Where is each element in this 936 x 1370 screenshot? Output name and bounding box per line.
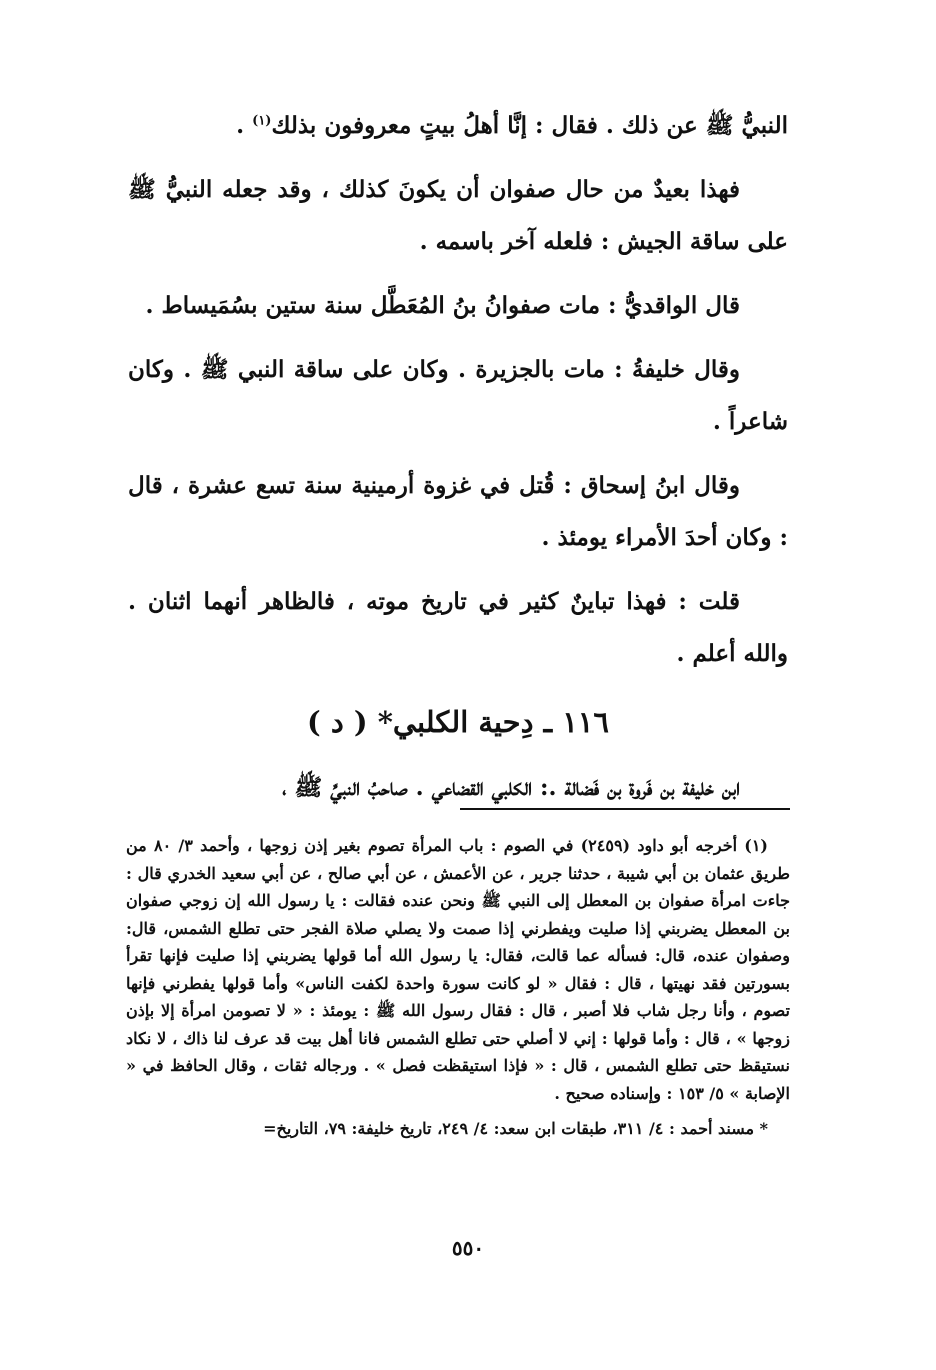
- footnote-marker[interactable]: (١): [252, 113, 272, 129]
- entry-heading: ١١٦ ـ دِحية الكلبي* ( د ): [307, 705, 609, 739]
- paragraph-5: وقال ابنُ إسحاق : قُتل في غزوة أرمينية سنة تسع عشرة ، قال : وكان أحدَ الأمراء يومئذ .: [128, 472, 788, 551]
- paragraph-1-end: .: [236, 112, 253, 139]
- footnotes: [126, 832, 790, 1151]
- main-text: [128, 100, 788, 826]
- paragraph-3: قال الواقديُّ : مات صفوانُ بنُ المُعَطَّل سنة ستين بسُمَيساط .: [145, 292, 740, 319]
- page-number: ٥٥٠: [451, 1236, 485, 1260]
- paragraph-1-text: النبيُّ ﷺ عن ذلك . فقال : إنَّا أهلُ بيتٍ معروفون بذلك: [271, 112, 788, 139]
- footnote-divider: [460, 808, 790, 810]
- paragraph-7: ابن خليفة بن فَروة بن فَضالة .: الكلبي القضاعي . صاحبُ النبيِّ ﷺ ،: [282, 774, 740, 801]
- paragraph-1: [128, 100, 788, 152]
- footnote-1: (١) أخرجه أبو داود (٢٤٥٩) في الصوم : باب المرأة تصوم بغير إذن زوجها ، وأحمد ٣/ ٨٠ من طريق عثمان بن أبي شيبة ، حدثنا جرير ، عن الأعمش ، عن أبي صالح ، عن أبي سعيد الخدري قال : جاءت امرأة صفوان بن المعطل إلى النبي ﷺ ونحن عنده فقالت : يا رسول الله إن زوجي صفوان بن المعطل يضربني إذا صليت ويفطرني إذا صمت ولا يصلي صلاة الفجر حتى تطلع الشمس، قال: وصفوان عنده، قال: فسأله عما قالت، فقال: يا رسول الله أما قولها يضربني إذا صليت فإنها تقرأ بسورتين فقد نهيتها ، قال : فقال « لو كانت سورة واحدة لكفت الناس» وأما قولها يفطرني فإنها تصوم ، وأنا رجل شاب فلا أصبر ، قال : فقال رسول الله ﷺ : يومئذ : « لا تصومن امرأة إلا بإذن زوجها » ، قال : وأما قولها : إني لا أصلي حتى تطلع الشمس فانا أهل بيت قد عرف لنا ذاك ، لا نكاد نستيقظ حتى تطلع الشمس ، قال : « فإذا استيقظت فصل » . ورجاله ثقات ، وقال الحافظ في « الإصابة » ٥/ ١٥٣ : وإسناده صحيح .: [126, 836, 791, 1103]
- paragraph-2: فهذا بعيدٌ من حال صفوان أن يكونَ كذلك ، وقد جعله النبيُّ ﷺ على ساقة الجيش : فلعله آخر باسمه .: [128, 176, 788, 255]
- paragraph-4: وقال خليفةُ : مات بالجزيرة . وكان على ساقة النبي ﷺ . وكان شاعراً .: [128, 356, 788, 435]
- footnote-star: * مسند أحمد : ٤/ ٣١١، طبقات ابن سعد: ٤/ ٢٤٩، تاريخ خليفة: ٧٩، التاريخ=: [263, 1119, 768, 1138]
- paragraph-6: قلت : فهذا تباينٌ كثير في تاريخ موته ، فالظاهر أنهما اثنان . والله أعلم .: [128, 588, 788, 667]
